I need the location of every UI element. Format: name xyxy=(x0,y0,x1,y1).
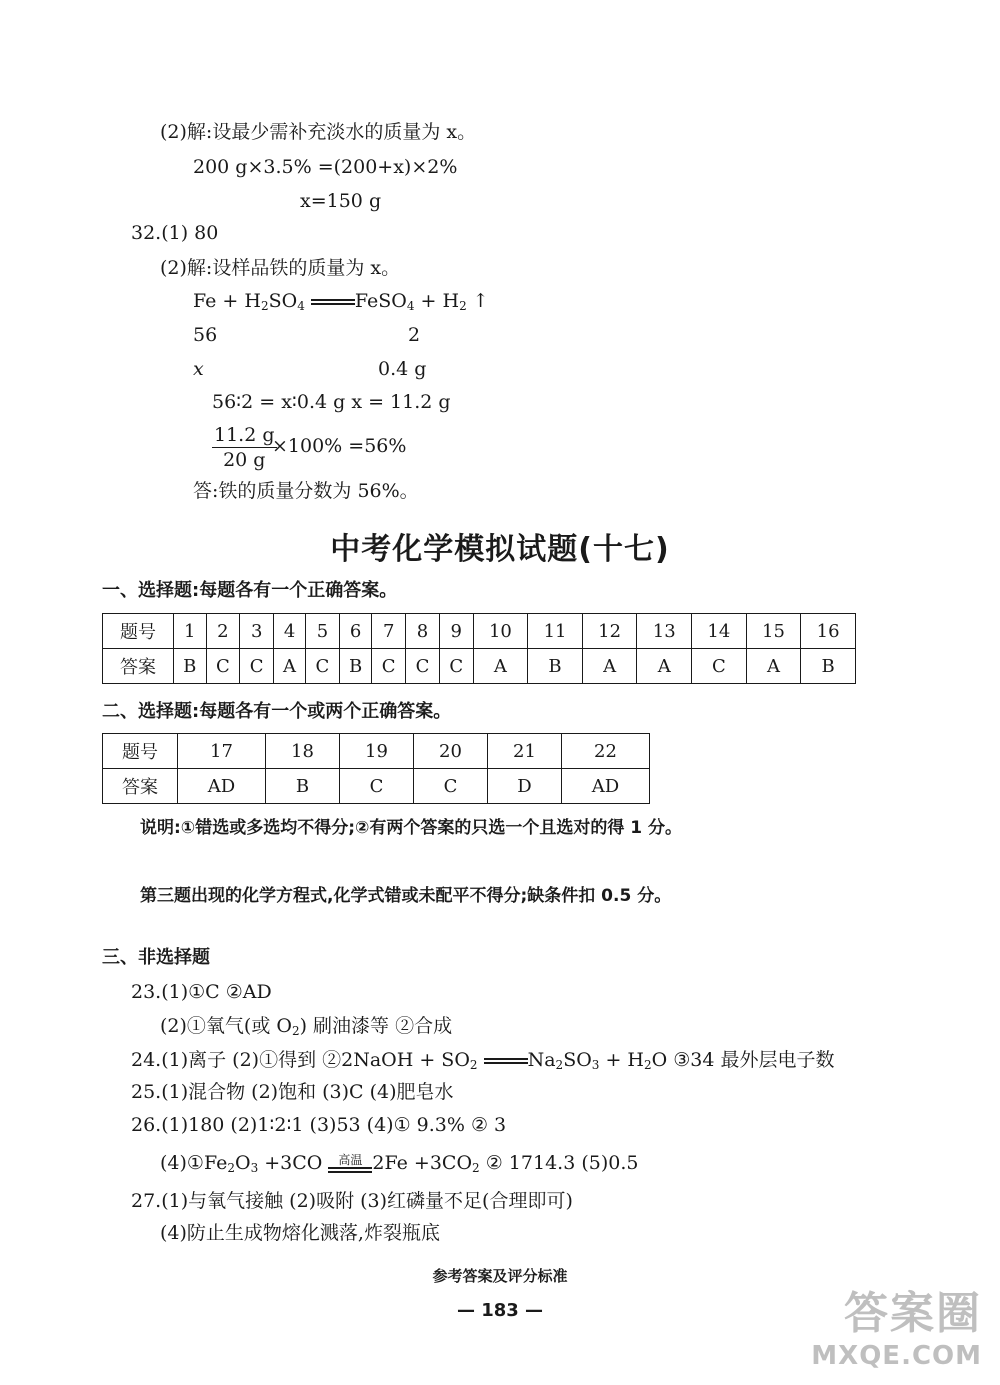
answer-line: 答:铁的质量分数为 56%。 xyxy=(193,480,419,502)
question-25: 25.(1)混合物 (2)饱和 (3)C (4)肥皂水 xyxy=(131,1081,454,1103)
question-27-part-4: (4)防止生成物熔化溅落,炸裂瓶底 xyxy=(160,1222,440,1244)
table-row xyxy=(103,649,856,684)
fraction-denominator: 20 g xyxy=(223,449,266,471)
table-cell: D xyxy=(487,769,561,804)
table-cell: 14 xyxy=(692,614,747,649)
equals-arrow xyxy=(311,297,355,307)
table-cell: 4 xyxy=(274,614,306,649)
watermark xyxy=(811,1277,982,1371)
table-cell: 9 xyxy=(439,614,473,649)
table-cell: 12 xyxy=(582,614,637,649)
table-cell: C xyxy=(406,649,440,684)
table-cell: A xyxy=(746,649,801,684)
question-23-part-2: (2)①氧气(或 $O_2$) 刷油漆等 ②合成 xyxy=(160,1015,453,1038)
table-cell: 7 xyxy=(372,614,406,649)
table-cell: A xyxy=(582,649,637,684)
question-27: 27.(1)与氧气接触 (2)吸附 (3)红磷量不足(合理即可) xyxy=(131,1190,573,1212)
table-cell: C xyxy=(240,649,274,684)
table-cell: A xyxy=(274,649,306,684)
table-cell: C xyxy=(413,769,487,804)
section-heading-2: 二、选择题:每题各有一个或两个正确答案。 xyxy=(102,701,452,722)
table-cell: 18 xyxy=(266,734,340,769)
fraction-result: ×100% =56% xyxy=(272,435,407,457)
table-cell: B xyxy=(528,649,583,684)
answer-table-1 xyxy=(102,613,856,684)
table-cell: C xyxy=(306,649,340,684)
question-24: 24.(1)离子 (2)①得到 ②2NaOH + $SO_2$ $Na_2SO_3 + H_2O$ ③34 最外层电子数 xyxy=(131,1049,835,1072)
table-cell: B xyxy=(266,769,340,804)
table-cell: 10 xyxy=(473,614,528,649)
table-cell: C xyxy=(372,649,406,684)
note-line-1: 说明:①错选或多选均不得分;②有两个答案的只选一个且选对的得 1 分。 xyxy=(140,818,683,838)
question-26-part-4: $(4)①Fe_2O_3 +3CO$ 高温 $2Fe +3CO_2$ ② 1714.3 (5)0.5 xyxy=(160,1152,639,1175)
question-23: 23.(1)①C ②AD xyxy=(131,981,272,1003)
table-cell: 22 xyxy=(561,734,649,769)
watermark-url: MXQE.COM xyxy=(811,1341,982,1371)
table-cell: 11 xyxy=(528,614,583,649)
table-cell: 19 xyxy=(340,734,414,769)
question-26: 26.(1)180 (2)1∶2∶1 (3)53 (4)① 9.3% ② 3 xyxy=(131,1114,507,1136)
text-line: (2)解:设样品铁的质量为 x。 xyxy=(160,257,401,279)
page-number: — 183 — xyxy=(456,1300,544,1321)
high-temp-condition: 高温 xyxy=(328,1154,372,1174)
question-32: 32.(1) 80 xyxy=(131,222,219,244)
table-cell: B xyxy=(339,649,372,684)
table-cell: C xyxy=(692,649,747,684)
table-cell: 21 xyxy=(487,734,561,769)
table-cell: B xyxy=(801,649,856,684)
table-cell: A xyxy=(473,649,528,684)
fraction xyxy=(212,424,277,471)
table-cell: 15 xyxy=(746,614,801,649)
table-cell: 1 xyxy=(174,614,207,649)
unknown-x: x xyxy=(193,358,204,380)
answer-table-2 xyxy=(102,733,650,804)
page-title: 中考化学模拟试题(十七) xyxy=(330,532,670,567)
mass-0-4g: 0.4 g xyxy=(378,358,427,380)
section-heading-3: 三、非选择题 xyxy=(102,947,210,968)
table-cell: 3 xyxy=(240,614,274,649)
table-row xyxy=(103,614,856,649)
table-row xyxy=(103,734,650,769)
table-cell: C xyxy=(340,769,414,804)
table-cell: B xyxy=(174,649,207,684)
table-header-cell: 题号 xyxy=(103,734,178,769)
table-cell: 16 xyxy=(801,614,856,649)
mass-ratio-56: 56 xyxy=(193,324,218,346)
mass-ratio-2: 2 xyxy=(408,324,421,346)
section-heading-1: 一、选择题:每题各有一个正确答案。 xyxy=(102,580,398,601)
table-cell: AD xyxy=(178,769,266,804)
table-cell: 8 xyxy=(406,614,440,649)
table-cell: C xyxy=(439,649,473,684)
table-row xyxy=(103,769,650,804)
table-cell: 20 xyxy=(413,734,487,769)
equation-line: 200 g×3.5% =(200+x)×2% xyxy=(193,156,458,178)
footer-caption: 参考答案及评分标准 xyxy=(432,1267,568,1285)
chemical-equation: $Fe + H_2SO_4$ FeSO$_4$ + $H_2$ ↑ xyxy=(193,290,489,313)
note-line-2: 第三题出现的化学方程式,化学式错或未配平不得分;缺条件扣 0.5 分。 xyxy=(140,886,672,906)
table-cell: 6 xyxy=(339,614,372,649)
table-cell: 2 xyxy=(206,614,240,649)
watermark-logo: 答案圈 xyxy=(844,1288,982,1339)
table-header-cell: 答案 xyxy=(103,649,174,684)
equals-arrow xyxy=(484,1056,528,1066)
proportion-line: 56∶2 = x∶0.4 g x = 11.2 g xyxy=(212,391,451,413)
table-cell: 17 xyxy=(178,734,266,769)
table-cell: 13 xyxy=(637,614,692,649)
fraction-numerator: 11.2 g xyxy=(214,424,275,446)
table-cell: C xyxy=(206,649,240,684)
text-line: (2)解:设最少需补充淡水的质量为 x。 xyxy=(160,121,477,143)
equation-line: x=150 g xyxy=(300,190,382,212)
table-header-cell: 题号 xyxy=(103,614,174,649)
table-cell: A xyxy=(637,649,692,684)
table-cell: 5 xyxy=(306,614,340,649)
table-cell: AD xyxy=(561,769,649,804)
table-header-cell: 答案 xyxy=(103,769,178,804)
